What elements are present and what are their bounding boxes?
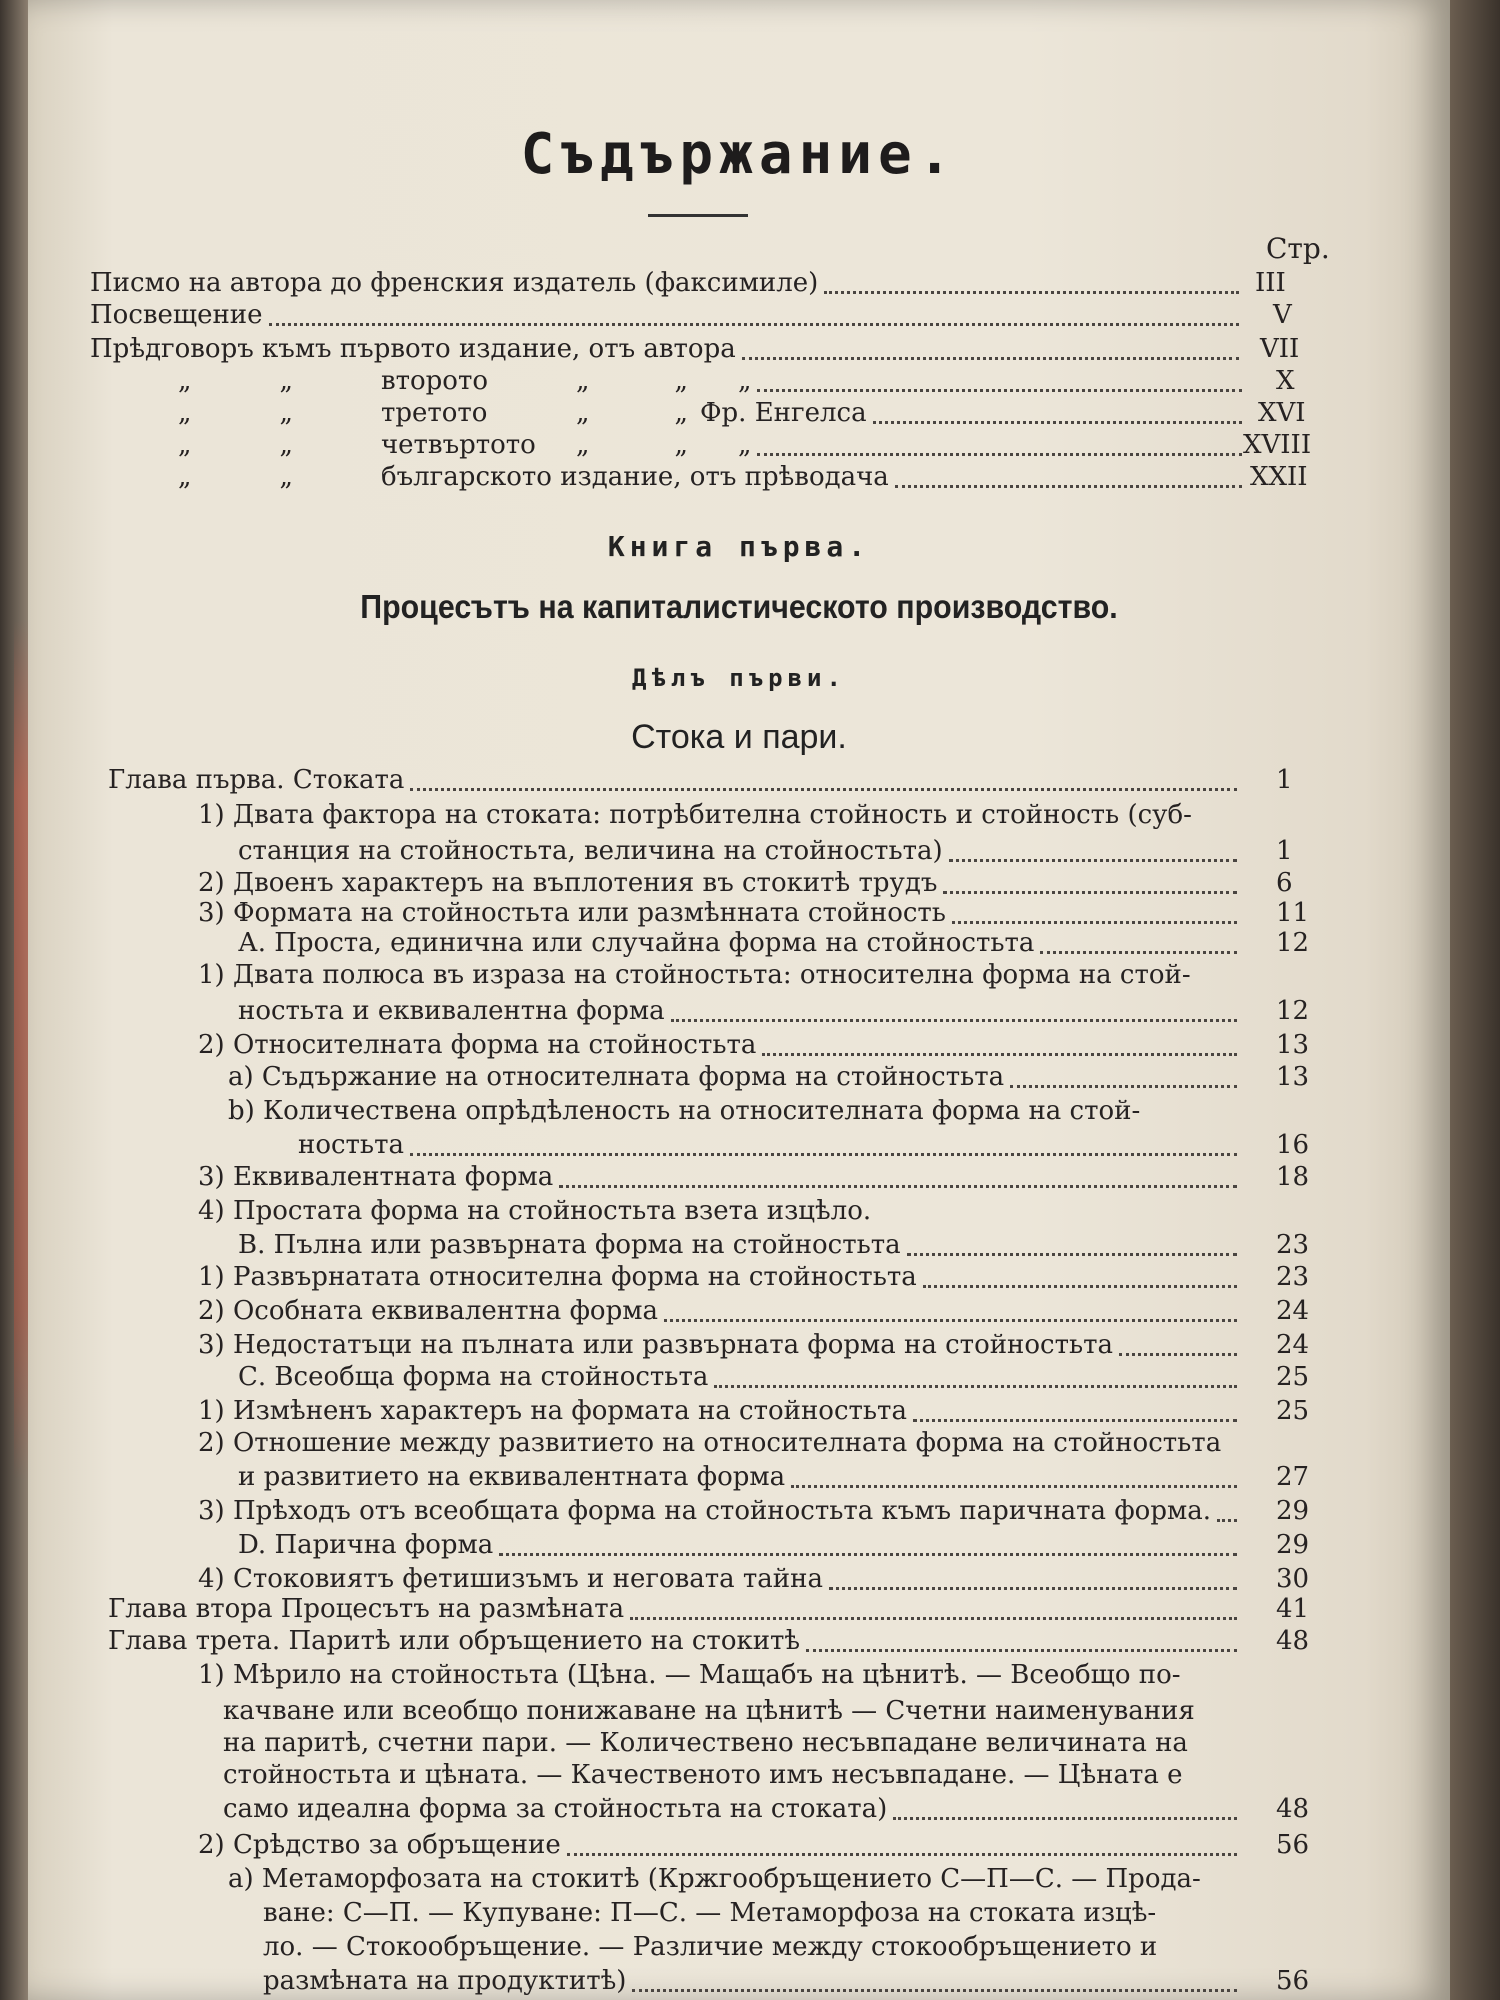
- toc-front-4: „ „ третото „ „ Фр. Енгелса: [178, 398, 1248, 428]
- page-number: 6: [1276, 868, 1293, 898]
- toc-entry: [198, 1564, 1243, 1594]
- toc-entry-text: ностьта: [298, 1130, 404, 1160]
- toc-entry-text: 2) Отношение между развитието на относителната форма на стойностьта: [198, 1428, 1222, 1458]
- toc-entry-text: А. Проста, единична или случайна форма на стойностьта: [238, 928, 1035, 958]
- toc-entry-text: D. Парична форма: [238, 1530, 494, 1560]
- toc-entry: [263, 1932, 1157, 1962]
- toc-entry: [108, 765, 1243, 795]
- toc-entry-page: [1276, 1330, 1309, 1360]
- toc-entry-page: [1276, 996, 1309, 1026]
- page-number: 13: [1276, 1062, 1310, 1092]
- leader-dots: [893, 1799, 1237, 1820]
- toc-entry-text: 3) Недостатъци на пълната или развърната форма на стойностьта: [198, 1330, 1114, 1360]
- toc-entry-text: качване или всеобщо понижаване на цѣнитѣ — Счетни наименувания: [223, 1696, 1195, 1726]
- toc-entry: [238, 1462, 1243, 1492]
- toc-front-5: „ „ четвъртото „ „ „: [178, 430, 1248, 460]
- page-number: 23: [1276, 1262, 1310, 1292]
- leader-dots: [632, 1971, 1237, 1992]
- toc-front-3-page: X: [1276, 366, 1295, 396]
- page-number: 48: [1276, 1794, 1310, 1824]
- leader-dots: [806, 1631, 1237, 1652]
- toc-entry-text: 1) Двата фактора на стоката: потрѣбителна стойность и стойность (суб-: [198, 800, 1192, 830]
- page-number: 12: [1276, 928, 1310, 958]
- page-title: Съдържание.: [520, 122, 958, 187]
- toc-entry-page: [1276, 898, 1309, 928]
- book-heading: Книга първа.: [607, 530, 871, 563]
- toc-entry-page: [1276, 1594, 1309, 1624]
- toc-entry-text: В. Пълна или развърната форма на стойностьта: [238, 1230, 901, 1260]
- toc-front-5-page: XVIII: [1243, 430, 1312, 460]
- toc-entry-page: [1276, 1062, 1309, 1092]
- toc-entry: [263, 1966, 1243, 1996]
- toc-entry-text: 3) Формата на стойностьта или размѣнната стойность: [198, 898, 946, 928]
- toc-entry: [198, 1428, 1221, 1458]
- leader-dots: [923, 1267, 1237, 1288]
- toc-entry: [238, 996, 1243, 1026]
- page-number: 29: [1276, 1496, 1310, 1526]
- toc-entry: [223, 1794, 1243, 1824]
- toc-entry: [198, 1262, 1243, 1292]
- page-number: 25: [1276, 1396, 1310, 1426]
- page-number: 11: [1276, 898, 1310, 928]
- page-number: 1: [1276, 836, 1293, 866]
- leader-dots: [410, 1135, 1237, 1156]
- toc-entry: [198, 1030, 1243, 1060]
- toc-entry-page: [1276, 1162, 1309, 1192]
- leader-dots: [630, 1599, 1237, 1620]
- page-number: 13: [1276, 1030, 1310, 1060]
- leader-dots: [410, 770, 1237, 791]
- toc-entry-page: [1276, 1396, 1309, 1426]
- toc-entry-text: 1) Мѣрило на стойностьта (Цѣна. — Мащабъ на цѣнитѣ. — Всеобщо по-: [198, 1660, 1181, 1690]
- leader-dots: [664, 1301, 1237, 1322]
- leader-dots: [1217, 1501, 1237, 1522]
- toc-entry-text: размѣната на продуктитѣ): [263, 1966, 627, 1996]
- leader-dots: [1010, 1067, 1237, 1088]
- toc-entry: [198, 1330, 1243, 1360]
- toc-entry-text: ностьта и еквивалентна форма: [238, 996, 665, 1026]
- red-edge-mark: [14, 620, 28, 1480]
- toc-entry: [238, 836, 1243, 866]
- book-page: [28, 0, 1450, 2000]
- toc-entry-text: 1) Измѣненъ характеръ на формата на стойностьта: [198, 1396, 907, 1426]
- toc-entry-text: ло. — Стокообръщение. — Различие между стокообръщението и: [263, 1932, 1158, 1962]
- page-number: 25: [1276, 1362, 1310, 1392]
- toc-entry-page: [1276, 1362, 1309, 1392]
- toc-entry-text: Глава трета. Паритѣ или обръщението на стокитѣ: [108, 1626, 801, 1656]
- toc-entry: [198, 1496, 1243, 1526]
- toc-entry: [198, 898, 1243, 928]
- leader-dots: [913, 1401, 1237, 1422]
- page-number: 24: [1276, 1330, 1310, 1360]
- title-rule: [648, 214, 748, 217]
- page-number: 56: [1276, 1830, 1310, 1860]
- leader-dots: [907, 1235, 1237, 1256]
- toc-entry: [108, 1626, 1243, 1656]
- page-number: 12: [1276, 996, 1310, 1026]
- toc-entry-page: [1276, 1296, 1309, 1326]
- page-number: 29: [1276, 1530, 1310, 1560]
- toc-entry-text: Глава първа. Стоката: [108, 765, 405, 795]
- toc-entry-text: а) Метаморфозата на стокитѣ (Кржгообръщението С—П—С. — Прода-: [228, 1864, 1201, 1894]
- toc-entry-text: 1) Развърнатата относителна форма на стойностьта: [198, 1262, 917, 1292]
- leader-dots: [1119, 1335, 1237, 1356]
- toc-entry: [198, 1396, 1243, 1426]
- toc-entry: [228, 1864, 1201, 1894]
- toc-entry: [198, 1162, 1243, 1192]
- part-heading: Дѣлъ първи.: [632, 664, 846, 692]
- toc-front-0-page: III: [1255, 268, 1286, 298]
- leader-dots: [714, 1367, 1237, 1388]
- page-number: 23: [1276, 1230, 1310, 1260]
- toc-front-2: Прѣдговоръ къмъ първото издание, отъ автора: [90, 334, 1245, 364]
- toc-entry-page: [1276, 1794, 1309, 1824]
- toc-entry-page: [1276, 765, 1293, 795]
- toc-entry-text: 4) Простата форма на стойностьта взета изцѣло.: [198, 1196, 872, 1226]
- toc-entry: [298, 1130, 1243, 1160]
- toc-entry-text: 2) Срѣдство за обръщение: [198, 1830, 561, 1860]
- leader-dots: [671, 1001, 1237, 1022]
- toc-entry: [228, 1096, 1140, 1126]
- page-number: 48: [1276, 1626, 1310, 1656]
- page-number: 41: [1276, 1594, 1310, 1624]
- toc-entry: [238, 928, 1243, 958]
- leader-dots: [829, 1569, 1237, 1590]
- toc-entry-page: [1276, 1130, 1309, 1160]
- page-number: 56: [1276, 1966, 1310, 1996]
- toc-entry: [108, 1594, 1243, 1624]
- toc-entry: [198, 1296, 1243, 1326]
- toc-entry-text: b) Количествена опрѣдѣленость на относителната форма на стой-: [228, 1096, 1141, 1126]
- book-spine-left: [0, 0, 28, 2000]
- page-column-label: Стр.: [1266, 232, 1330, 265]
- toc-entry: [238, 1230, 1243, 1260]
- toc-entry-text: 1) Двата полюса въ израза на стойностьта: относителна форма на стой-: [198, 960, 1191, 990]
- toc-entry-text: С. Всеобща форма на стойностьта: [238, 1362, 709, 1392]
- toc-entry-text: 4) Стоковиятъ фетишизъмъ и неговата тайна: [198, 1564, 823, 1594]
- toc-entry-text: 2) Относителната форма на стойностьта: [198, 1030, 757, 1060]
- section-heading: Стока и пари.: [631, 718, 847, 756]
- toc-front-4-page: XVI: [1258, 398, 1306, 428]
- toc-front-0: Писмо на автора до френския издатель (факсимиле): [90, 268, 1245, 298]
- toc-entry-page: [1276, 1496, 1309, 1526]
- page-number: 27: [1276, 1462, 1310, 1492]
- toc-entry-text: ване: С—П. — Купуване: П—С. — Метаморфоза на стоката изцѣ-: [263, 1898, 1157, 1928]
- toc-entry: [238, 1530, 1243, 1560]
- toc-entry-text: а) Съдържание на относителната форма на стойностьта: [228, 1062, 1005, 1092]
- page-number: 18: [1276, 1162, 1310, 1192]
- leader-dots: [943, 873, 1237, 894]
- toc-entry: [228, 1062, 1243, 1092]
- leader-dots: [952, 903, 1237, 924]
- toc-entry: [198, 1660, 1181, 1690]
- process-heading: Процесътъ на капиталистическото производство.: [360, 588, 1118, 625]
- toc-entry-text: само идеална форма за стойностьта на стоката): [223, 1794, 888, 1824]
- toc-entry-page: [1276, 1830, 1309, 1860]
- toc-entry: [198, 800, 1192, 830]
- leader-dots: [559, 1167, 1237, 1188]
- toc-entry: [198, 868, 1243, 898]
- toc-entry-text: Глава втора Процесътъ на размѣната: [108, 1594, 625, 1624]
- page-number: 24: [1276, 1296, 1310, 1326]
- toc-entry: [238, 1362, 1243, 1392]
- leader-dots: [762, 1035, 1237, 1056]
- toc-front-3: „ „ второто „ „ „: [178, 366, 1248, 396]
- leader-dots: [1040, 933, 1237, 954]
- leader-dots: [791, 1467, 1237, 1488]
- toc-front-6: „ „ българското издание, отъ прѣводача: [178, 462, 1248, 492]
- toc-entry-text: на паритѣ, счетни пари. — Количествено несъвпадане величината на: [223, 1728, 1188, 1758]
- toc-entry-page: [1276, 1626, 1309, 1656]
- page-number: 30: [1276, 1564, 1310, 1594]
- toc-front-6-page: XXII: [1250, 462, 1308, 492]
- toc-entry-text: 3) Еквивалентната форма: [198, 1162, 554, 1192]
- toc-entry: [223, 1696, 1195, 1726]
- toc-front-1-page: V: [1273, 300, 1292, 330]
- toc-entry-page: [1276, 1262, 1309, 1292]
- leader-dots: [567, 1835, 1237, 1856]
- toc-entry: [198, 960, 1191, 990]
- toc-entry: [223, 1728, 1188, 1758]
- toc-entry: [263, 1898, 1156, 1928]
- toc-entry-text: 2) Особната еквивалентна форма: [198, 1296, 658, 1326]
- toc-entry: [223, 1760, 1183, 1790]
- page-number: 1: [1276, 765, 1293, 795]
- toc-entry-text: и развитието на еквивалентната форма: [238, 1462, 786, 1492]
- toc-entry-page: [1276, 1030, 1309, 1060]
- book-edge-right: [1450, 0, 1500, 2000]
- leader-dots: [949, 841, 1237, 862]
- toc-front-2-page: VII: [1260, 334, 1300, 364]
- toc-entry-text: 3) Прѣходъ отъ всеобщата форма на стойностьта къмъ паричната форма.: [198, 1496, 1211, 1526]
- toc-entry-text: станция на стойностьта, величина на стойностьта): [238, 836, 943, 866]
- toc-entry-page: [1276, 1564, 1309, 1594]
- toc-entry-page: [1276, 1966, 1309, 1996]
- toc-entry: [198, 1830, 1243, 1860]
- toc-entry-page: [1276, 1462, 1309, 1492]
- toc-entry-page: [1276, 836, 1293, 866]
- page-number: 16: [1276, 1130, 1310, 1160]
- toc-entry-page: [1276, 928, 1309, 958]
- toc-entry-text: стойностьта и цѣната. — Качественото имъ несъвпадане. — Цѣната е: [223, 1760, 1183, 1790]
- leader-dots: [499, 1535, 1237, 1556]
- toc-entry-page: [1276, 1230, 1309, 1260]
- toc-entry-text: 2) Двоенъ характеръ на въплотения въ стокитѣ трудъ: [198, 868, 938, 898]
- toc-front-1: Посвещение: [90, 300, 1245, 330]
- toc-entry-page: [1276, 868, 1293, 898]
- toc-entry: [198, 1196, 871, 1226]
- toc-entry-page: [1276, 1530, 1309, 1560]
